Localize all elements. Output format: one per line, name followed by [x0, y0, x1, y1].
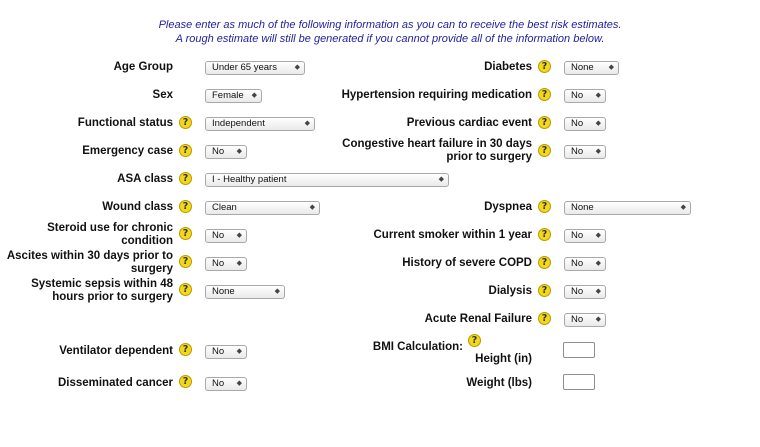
chf-label-line1: Congestive heart failure in 30 days: [342, 138, 532, 150]
hypertension-label: Hypertension requiring medication: [341, 89, 532, 101]
functional-status-label: Functional status: [77, 117, 173, 129]
copd-help-icon[interactable]: ?: [538, 256, 551, 269]
ventilator-dependent-value: No: [212, 346, 225, 357]
wound-class-value: Clean: [212, 202, 237, 213]
emergency-case-label: Emergency case: [82, 145, 173, 157]
diabetes-select[interactable]: [564, 61, 619, 75]
age-group-select[interactable]: [205, 61, 305, 75]
wound-class-select[interactable]: [205, 201, 320, 215]
ascites-arrow-icon: ◆: [236, 260, 242, 267]
dialysis-help-icon[interactable]: ?: [538, 284, 551, 297]
renal-failure-arrow-icon: ◆: [595, 316, 601, 323]
ventilator-dependent-select[interactable]: [205, 345, 247, 359]
hypertension-value: No: [571, 90, 584, 101]
asa-class-arrow-icon: ◆: [438, 176, 444, 183]
asa-class-help-icon[interactable]: ?: [179, 172, 192, 185]
disseminated-cancer-value: No: [212, 378, 225, 389]
current-smoker-arrow-icon: ◆: [595, 232, 601, 239]
dyspnea-arrow-icon: ◆: [680, 204, 686, 211]
renal-failure-value: No: [571, 314, 584, 325]
disseminated-cancer-help-icon[interactable]: ?: [179, 375, 192, 388]
asa-class-value: I - Healthy patient: [212, 174, 287, 185]
wound-class-arrow-icon: ◆: [309, 204, 315, 211]
copd-value: No: [571, 258, 584, 269]
intro-line-2: A rough estimate will still be generated if you cannot provide all of the information below.: [175, 33, 605, 45]
steroid-use-label: [47, 222, 173, 248]
dialysis-value: No: [571, 286, 584, 297]
copd-arrow-icon: ◆: [595, 260, 601, 267]
diabetes-help-icon[interactable]: ?: [538, 60, 551, 73]
sex-label: Sex: [152, 89, 173, 101]
ascites-label-line1: Ascites within 30 days prior to: [6, 250, 173, 262]
height-label: Height (in): [475, 353, 532, 365]
emergency-case-select[interactable]: [205, 145, 247, 159]
weight-label: Weight (lbs): [466, 377, 532, 389]
steroid-use-label-line2: condition: [121, 235, 173, 247]
previous-cardiac-help-icon[interactable]: ?: [538, 116, 551, 129]
sex-arrow-icon: ◆: [251, 92, 257, 99]
weight-input[interactable]: [563, 374, 595, 390]
dyspnea-label: Dyspnea: [484, 201, 532, 213]
dialysis-arrow-icon: ◆: [595, 288, 601, 295]
wound-class-label: Wound class: [102, 201, 173, 213]
steroid-use-select[interactable]: [205, 229, 247, 243]
bmi-help-icon[interactable]: ?: [468, 334, 481, 347]
disseminated-cancer-arrow-icon: ◆: [236, 380, 242, 387]
emergency-case-arrow-icon: ◆: [236, 148, 242, 155]
previous-cardiac-label: Previous cardiac event: [406, 117, 532, 129]
copd-select[interactable]: [564, 257, 606, 271]
dyspnea-help-icon[interactable]: ?: [538, 200, 551, 213]
renal-failure-select[interactable]: [564, 313, 606, 327]
previous-cardiac-value: No: [571, 118, 584, 129]
functional-status-help-icon[interactable]: ?: [179, 116, 192, 129]
functional-status-value: Independent: [212, 118, 265, 129]
ascites-value: No: [212, 258, 225, 269]
systemic-sepsis-select[interactable]: [205, 285, 285, 299]
previous-cardiac-arrow-icon: ◆: [595, 120, 601, 127]
current-smoker-select[interactable]: [564, 229, 606, 243]
ventilator-dependent-help-icon[interactable]: ?: [179, 343, 192, 356]
ascites-label-line2: surgery: [130, 263, 173, 275]
asa-class-select[interactable]: [205, 173, 449, 187]
previous-cardiac-select[interactable]: [564, 117, 606, 131]
age-group-label: Age Group: [113, 61, 173, 73]
copd-label: History of severe COPD: [402, 257, 532, 269]
height-input[interactable]: [563, 342, 595, 358]
hypertension-select[interactable]: [564, 89, 606, 103]
current-smoker-label: Current smoker within 1 year: [373, 229, 532, 241]
ascites-label: [7, 250, 173, 276]
steroid-use-label-line1: Steroid use for chronic: [47, 222, 173, 234]
ascites-select[interactable]: [205, 257, 247, 271]
systemic-sepsis-label-line1: Systemic sepsis within 48: [31, 278, 173, 290]
age-group-arrow-icon: ◆: [294, 64, 300, 71]
emergency-case-help-icon[interactable]: ?: [179, 144, 192, 157]
sex-value: Female: [212, 90, 244, 101]
sex-select[interactable]: [205, 89, 262, 103]
systemic-sepsis-arrow-icon: ◆: [274, 288, 280, 295]
diabetes-value: None: [571, 62, 594, 73]
chf-arrow-icon: ◆: [595, 148, 601, 155]
chf-select[interactable]: [564, 145, 606, 159]
current-smoker-value: No: [571, 230, 584, 241]
diabetes-arrow-icon: ◆: [608, 64, 614, 71]
wound-class-help-icon[interactable]: ?: [179, 200, 192, 213]
renal-failure-label: Acute Renal Failure: [424, 313, 532, 325]
dyspnea-value: None: [571, 202, 594, 213]
chf-value: No: [571, 146, 584, 157]
asa-class-label: ASA class: [117, 173, 173, 185]
systemic-sepsis-help-icon[interactable]: ?: [179, 283, 192, 296]
functional-status-arrow-icon: ◆: [304, 120, 310, 127]
emergency-case-value: No: [212, 146, 225, 157]
systemic-sepsis-label-line2: hours prior to surgery: [52, 291, 173, 303]
chf-label: [342, 138, 532, 164]
age-group-value: Under 65 years: [212, 62, 277, 73]
chf-help-icon[interactable]: ?: [538, 144, 551, 157]
dialysis-select[interactable]: [564, 285, 606, 299]
renal-failure-help-icon[interactable]: ?: [538, 312, 551, 325]
steroid-use-value: No: [212, 230, 225, 241]
dialysis-label: Dialysis: [488, 285, 532, 297]
chf-label-line2: prior to surgery: [446, 151, 532, 163]
steroid-use-arrow-icon: ◆: [236, 232, 242, 239]
systemic-sepsis-label: [31, 278, 173, 304]
disseminated-cancer-label: Disseminated cancer: [57, 377, 173, 389]
dyspnea-select[interactable]: [564, 201, 691, 215]
ventilator-dependent-arrow-icon: ◆: [236, 348, 242, 355]
ascites-help-icon[interactable]: ?: [179, 255, 192, 268]
steroid-use-help-icon[interactable]: ?: [179, 227, 192, 240]
systemic-sepsis-value: None: [212, 286, 235, 297]
ventilator-dependent-label: Ventilator dependent: [59, 345, 173, 357]
current-smoker-help-icon[interactable]: ?: [538, 228, 551, 241]
hypertension-arrow-icon: ◆: [595, 92, 601, 99]
bmi-calculation-label: BMI Calculation:: [372, 341, 463, 353]
intro-line-1: Please enter as much of the following information as you can to receive the best risk estimates.: [158, 19, 622, 31]
functional-status-select[interactable]: [205, 117, 315, 131]
disseminated-cancer-select[interactable]: [205, 377, 247, 391]
diabetes-label: Diabetes: [484, 61, 532, 73]
hypertension-help-icon[interactable]: ?: [538, 88, 551, 101]
